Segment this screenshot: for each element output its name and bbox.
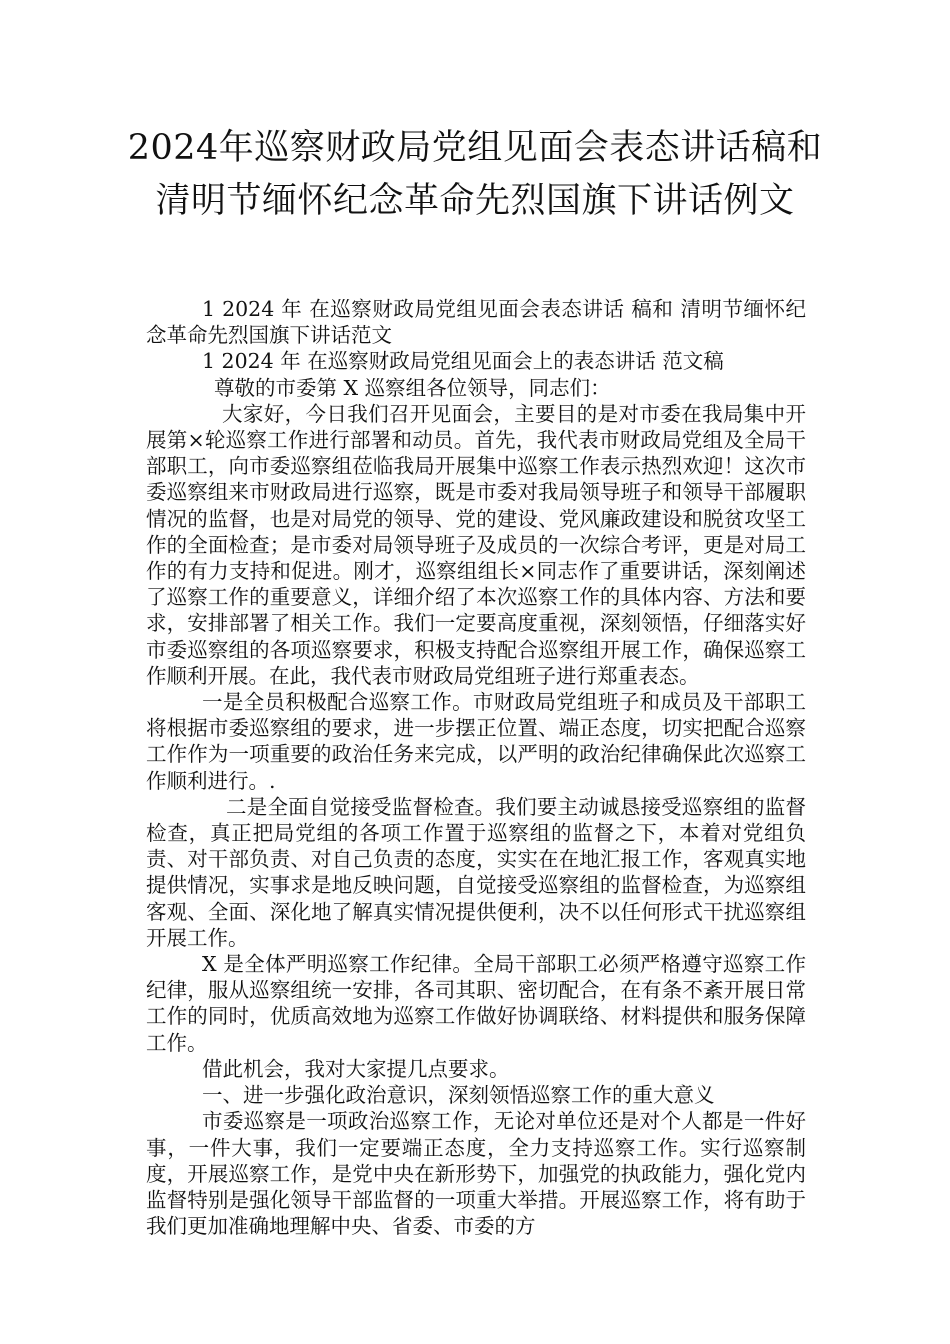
section-heading-one: 一、进一步强化政治意识，深刻领悟巡察工作的重大意义: [202, 1083, 715, 1108]
paragraph-salutation: 尊敬的市委第 X 巡察组各位领导，同志们：: [214, 375, 611, 400]
paragraph-point-three: X 是全体严明巡察工作纪律。全局干部职工必须严格遵守巡察工作纪律，服从巡察组统一安排，各司其职、密切配合，在有条不紊开展日常工作的同时，优质高效地为巡察工作做好协调联络、材料提供和服务保障工作。: [146, 952, 806, 1055]
paragraph-subtitle-short: 1 2024 年 在巡察财政局党组见面会上的表态讲话 范文稿: [202, 349, 724, 374]
paragraph-section-one: 市委巡察是一项政治巡察工作，无论对单位还是对个人都是一件好事，一件大事，我们一定要端正态度，全力支持巡察工作。实行巡察制度，开展巡察工作，是党中央在新形势下，加强党的执政能力，强化党内监督特别是强化领导干部监督的一项重大举措。开展巡察工作，将有助于我们更加准确地理解中央、省委、市委的方: [146, 1109, 806, 1239]
paragraph-point-one: 一是全员积极配合巡察工作。市财政局党组班子和成员及干部职工将根据市委巡察组的要求，进一步摆正位置、端正态度，切实把配合巡察工作作为一项重要的政治任务来完成，以严明的政治纪律确保此次巡察工作顺利进行。.: [146, 690, 806, 793]
document-title: 2024年巡察财政局党组见面会表态讲话稿和清明节缅怀纪念革命先烈国旗下讲话例文: [127, 128, 823, 221]
paragraph-requirements-intro: 借此机会，我对大家提几点要求。: [202, 1056, 510, 1081]
paragraph-subtitle-full: 1 2024 年 在巡察财政局党组见面会表态讲话 稿和 清明节缅怀纪念革命先烈国旗下讲话范文: [146, 297, 806, 348]
paragraph-opening: 大家好，今日我们召开见面会，主要目的是对市委在我局集中开展第×轮巡察工作进行部署和动员。首先，我代表市财政局党组及全局干部职工，向市委巡察组莅临我局开展集中巡察工作表示热烈欢迎！这次市委巡察组来市财政局进行巡察，既是市委对我局领导班子和领导干部履职情况的监督，也是对局党的领导、党的建设、党风廉政建设和脱贫攻坚工作的全面检查；是市委对局领导班子及成员的一次综合考评，更是对局工作的有力支持和促进。刚才，巡察组组长×同志作了重要讲话，深刻阐述了巡察工作的重要意义，详细介绍了本次巡察工作的具体内容、方法和要求，安排部署了相关工作。我们一定要高度重视，深刻领悟，仔细落实好市委巡察组的各项巡察要求，积极支持配合巡察组开展工作，确保巡察工作顺利开展。在此，我代表市财政局党组班子进行郑重表态。: [146, 401, 806, 688]
document-body: [146, 296, 806, 1239]
paragraph-point-two: 二是全面自觉接受监督检查。我们要主动诚恳接受巡察组的监督检查，真正把局党组的各项工作置于巡察组的监督之下，本着对党组负责、对干部负责、对自己负责的态度，实实在在地汇报工作，客观真实地提供情况，实事求是地反映问题，自觉接受巡察组的监督检查，为巡察组客观、全面、深化地了解真实情况提供便利，决不以任何形式干扰巡察组开展工作。: [146, 794, 806, 950]
